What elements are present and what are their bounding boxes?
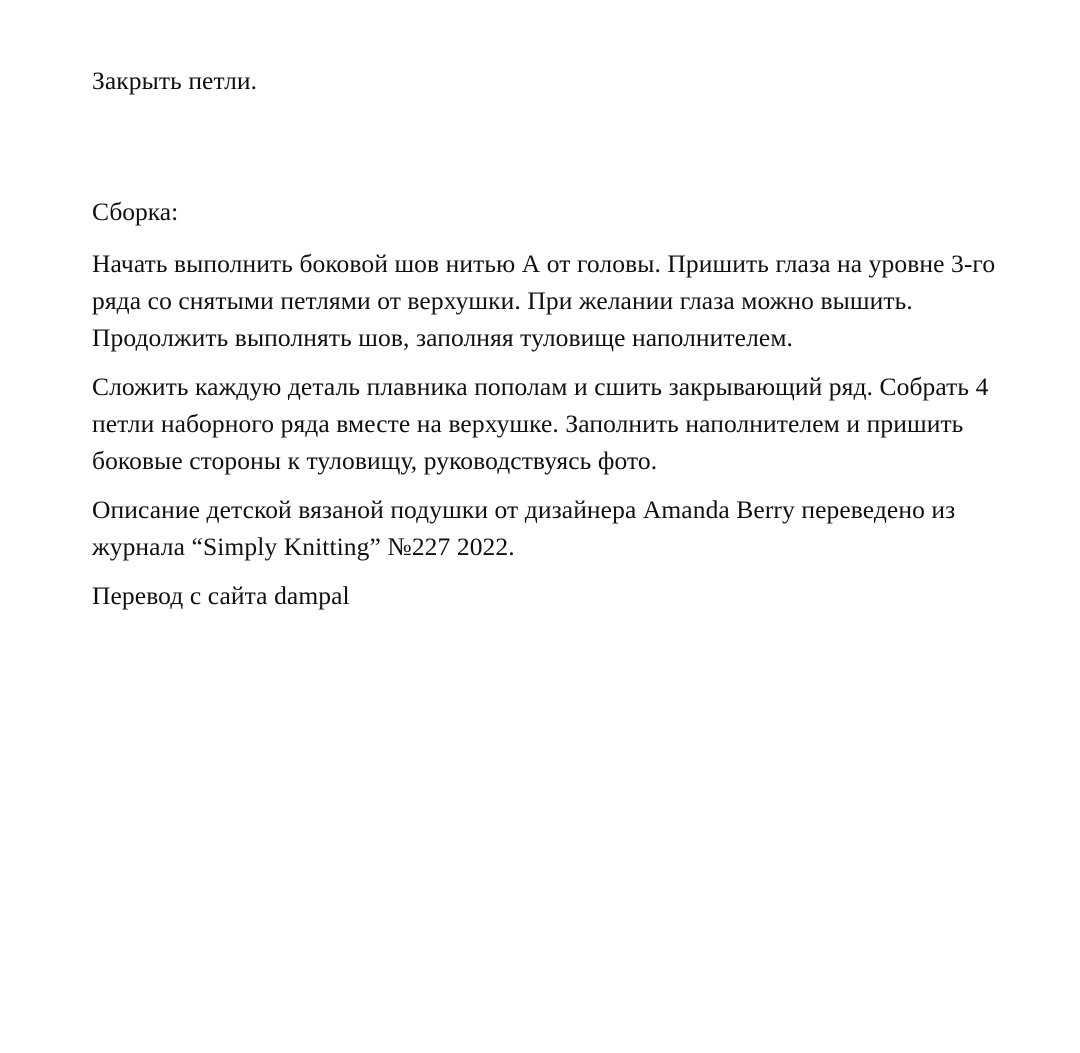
paragraph-spacer [92, 479, 1042, 491]
credit-paragraph: Описание детской вязаной подушки от дизайнера Amanda Berry переведено из журнала “Simply Knitting” №227 2022. [92, 495, 956, 561]
fins-paragraph: Сложить каждую деталь плавника пополам и сшить закрывающий ряд. Собрать 4 петли наборного ряда вместе на верхушке. Заполнить наполнителем и пришить боковые стороны к туловищу, руководствуясь фото. [92, 372, 989, 475]
section-spacer [92, 99, 1042, 193]
translation-source-paragraph: Перевод с сайта dampal [92, 581, 350, 610]
paragraph-spacer [92, 565, 1042, 577]
closing-instruction-paragraph: Закрыть петли. [92, 66, 258, 95]
document-content [92, 62, 1042, 614]
paragraph-spacer [92, 356, 1042, 368]
heading-spacer [92, 230, 1042, 245]
assembly-seam-paragraph: Начать выполнить боковой шов нитью А от головы. Пришить глаза на уровне 3-го ряда со снятыми петлями от верхушки. При желании глаза можно вышить. Продолжить выполнять шов, заполняя туловище наполнителем. [92, 249, 996, 352]
assembly-heading: Сборка: [92, 197, 179, 226]
